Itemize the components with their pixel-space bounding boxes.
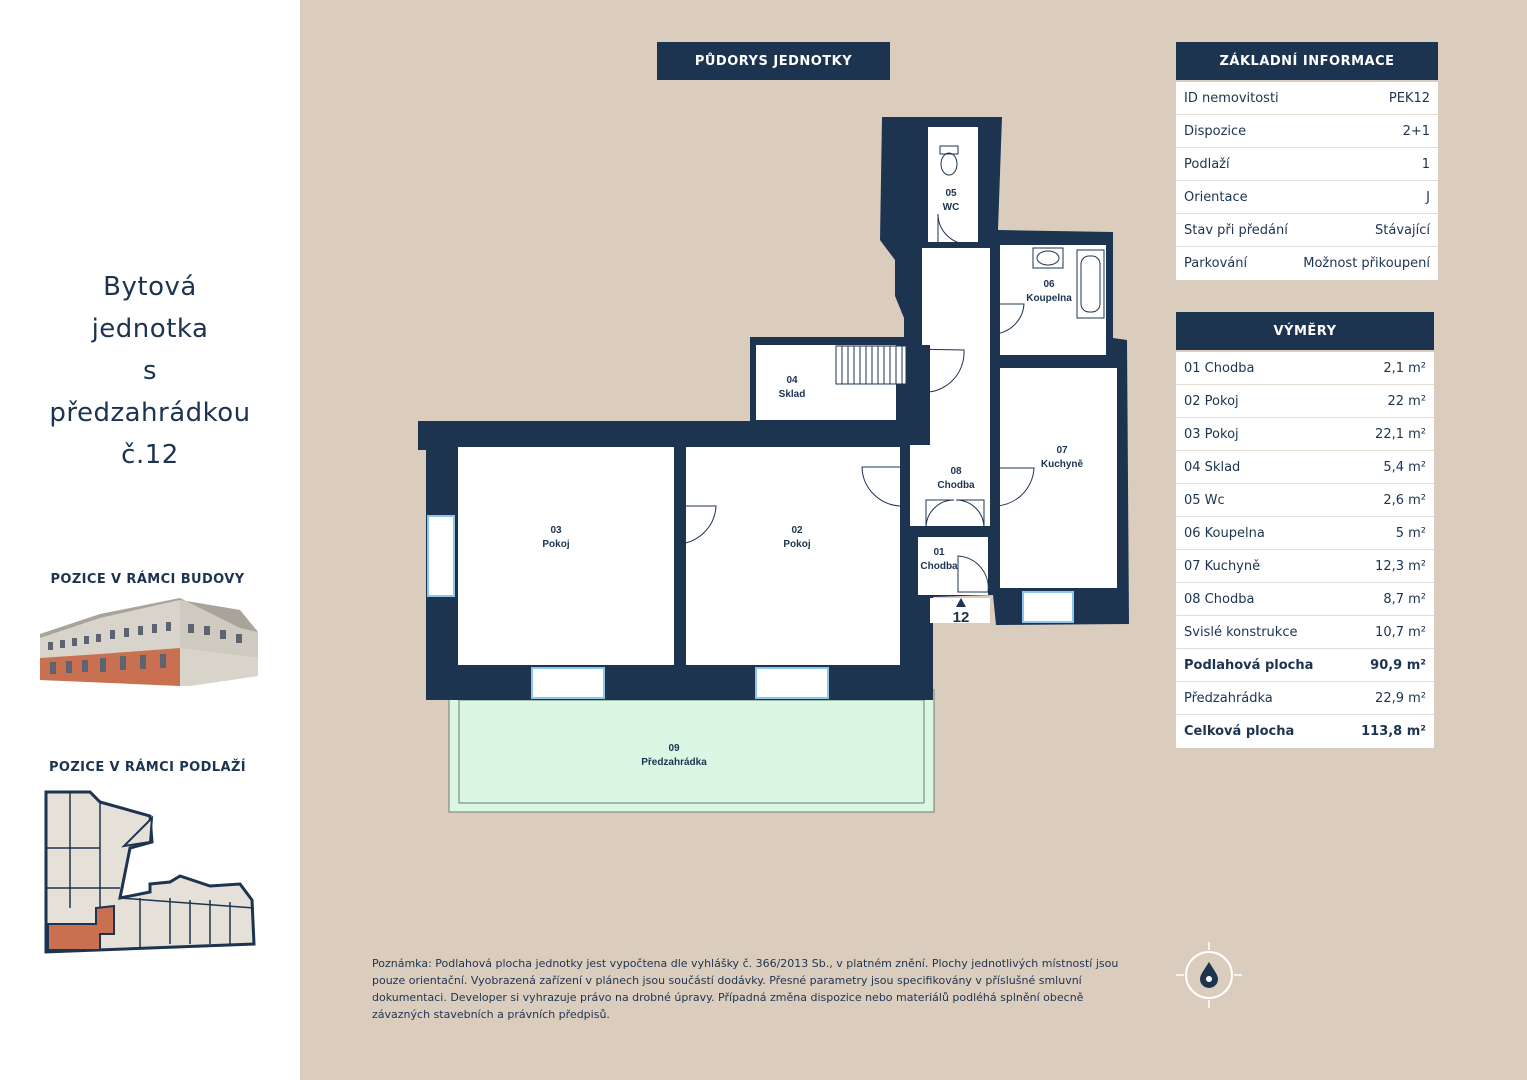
row-value: 8,7 m² (1383, 591, 1426, 607)
row-label: 04 Sklad (1184, 459, 1241, 475)
unit-title-line: předzahrádkou (49, 398, 251, 428)
row-value: 22,9 m² (1375, 690, 1426, 706)
unit-title-line: s (142, 356, 158, 386)
table-row (1176, 484, 1434, 517)
row-value: 113,8 m² (1361, 724, 1426, 739)
room-02 (686, 447, 900, 665)
unit-title (20, 266, 280, 476)
row-value: 10,7 m² (1375, 624, 1426, 640)
table-row (1176, 247, 1438, 280)
row-value: 5,4 m² (1383, 459, 1426, 475)
room-label-num: 03 (550, 525, 562, 536)
row-label: Podlaží (1184, 156, 1230, 172)
room-05 (928, 127, 978, 242)
row-label: Předzahrádka (1184, 690, 1273, 706)
row-label: ID nemovitosti (1184, 90, 1279, 106)
row-label: 06 Koupelna (1184, 525, 1265, 541)
room-label-name: Chodba (920, 561, 958, 572)
room-label-name: Sklad (778, 389, 806, 400)
row-label: Parkování (1184, 256, 1248, 271)
unit-title-line: č.12 (121, 440, 179, 470)
room-label-num: 02 (791, 525, 803, 536)
row-label: Dispozice (1184, 123, 1247, 139)
row-label: Orientace (1184, 189, 1248, 205)
table-row (1176, 682, 1434, 715)
row-label: Stav při předání (1184, 222, 1288, 238)
unit-title-line: Bytová (103, 272, 197, 302)
floor-position-heading: POZICE V RÁMCI PODLAŽÍ (48, 760, 247, 775)
table-row (1176, 583, 1434, 616)
room-label-name: Koupelna (1026, 293, 1072, 304)
table-row (1176, 214, 1438, 247)
row-value: Stávající (1375, 222, 1430, 238)
row-label: 05 Wc (1184, 492, 1225, 508)
garden-area (449, 690, 934, 812)
row-value: 22 m² (1387, 393, 1426, 409)
room-07 (1000, 368, 1117, 588)
row-value: 90,9 m² (1370, 657, 1426, 673)
floor-plan (400, 100, 1160, 830)
room-03 (458, 447, 674, 665)
room-label-name: Pokoj (542, 539, 570, 550)
table-row (1176, 616, 1434, 649)
basic-info-table (1176, 82, 1438, 280)
compass-icon (1176, 942, 1242, 1008)
plan-heading: PŮDORYS JEDNOTKY (657, 42, 890, 80)
table-row (1176, 517, 1434, 550)
footnote-line: pouze orientační. Vyobrazená zařízení v plánech jsou součástí dodávky. Přesné parametry jsou specifikovány v příslušné smluvní (372, 974, 1082, 987)
row-label: 03 Pokoj (1184, 426, 1239, 442)
row-value: J (1426, 189, 1430, 205)
table-row (1176, 148, 1438, 181)
table-row (1176, 115, 1438, 148)
footnote-line: Poznámka: Podlahová plocha jednotky jest vypočtena dle vyhlášky č. 366/2013 Sb., v platném znění. Plochy jednotlivých místností jsou (372, 957, 1119, 970)
row-label: Celková plocha (1184, 724, 1295, 739)
building-position-image (40, 598, 258, 688)
row-label: 02 Pokoj (1184, 393, 1239, 409)
table-row (1176, 418, 1434, 451)
building-position-heading: POZICE V RÁMCI BUDOVY (50, 572, 245, 587)
row-label: 07 Kuchyně (1184, 558, 1261, 574)
row-value: 2+1 (1402, 123, 1430, 139)
room-label-num: 09 (668, 743, 680, 754)
room-label-name: WC (942, 202, 960, 213)
room-label-num: 07 (1056, 445, 1068, 456)
row-label: Podlahová plocha (1184, 657, 1314, 673)
room-label-num: 06 (1043, 279, 1055, 290)
room-label-num: 01 (933, 547, 945, 558)
unit-title-line: jednotka (91, 314, 209, 344)
table-row (1176, 82, 1438, 115)
row-value: Možnost přikoupení (1303, 256, 1430, 271)
table-row (1176, 451, 1434, 484)
areas-heading: VÝMĚRY (1176, 312, 1434, 350)
room-label-num: 05 (945, 188, 957, 199)
room-label-name: Chodba (937, 480, 975, 491)
areas-table (1176, 352, 1434, 748)
table-row-total (1176, 715, 1434, 748)
row-value: 5 m² (1395, 525, 1426, 541)
table-row (1176, 550, 1434, 583)
table-row (1176, 352, 1434, 385)
room-label-name: Pokoj (783, 539, 811, 550)
floor-position-plan (40, 788, 258, 956)
row-label: 01 Chodba (1184, 360, 1255, 376)
row-label: Svislé konstrukce (1184, 624, 1298, 640)
table-row (1176, 385, 1434, 418)
table-row-total (1176, 649, 1434, 682)
row-label: 08 Chodba (1184, 591, 1255, 607)
row-value: 12,3 m² (1375, 558, 1426, 574)
room-label-num: 08 (950, 466, 962, 477)
row-value: 22,1 m² (1375, 426, 1426, 442)
footnote (372, 955, 1122, 1023)
row-value: PEK12 (1388, 90, 1430, 106)
footnote-line: dokumentaci. Developer si vyhrazuje právo na drobné úpravy. Případná změna dispozice nebo materiálů podléhá splnění obecně (372, 991, 1084, 1004)
sidebar (0, 0, 300, 1080)
basic-info-heading: ZÁKLADNÍ INFORMACE (1176, 42, 1438, 80)
table-row (1176, 181, 1438, 214)
room-label-num: 04 (786, 375, 798, 386)
footnote-line: závazných stavebních a právních předpisů. (372, 1008, 610, 1021)
entrance-number: 12 (952, 609, 970, 626)
row-value: 1 (1421, 156, 1430, 172)
row-value: 2,6 m² (1383, 492, 1426, 508)
room-label-name: Kuchyně (1040, 459, 1084, 470)
row-value: 2,1 m² (1383, 360, 1426, 376)
room-label-name: Předzahrádka (641, 757, 707, 768)
